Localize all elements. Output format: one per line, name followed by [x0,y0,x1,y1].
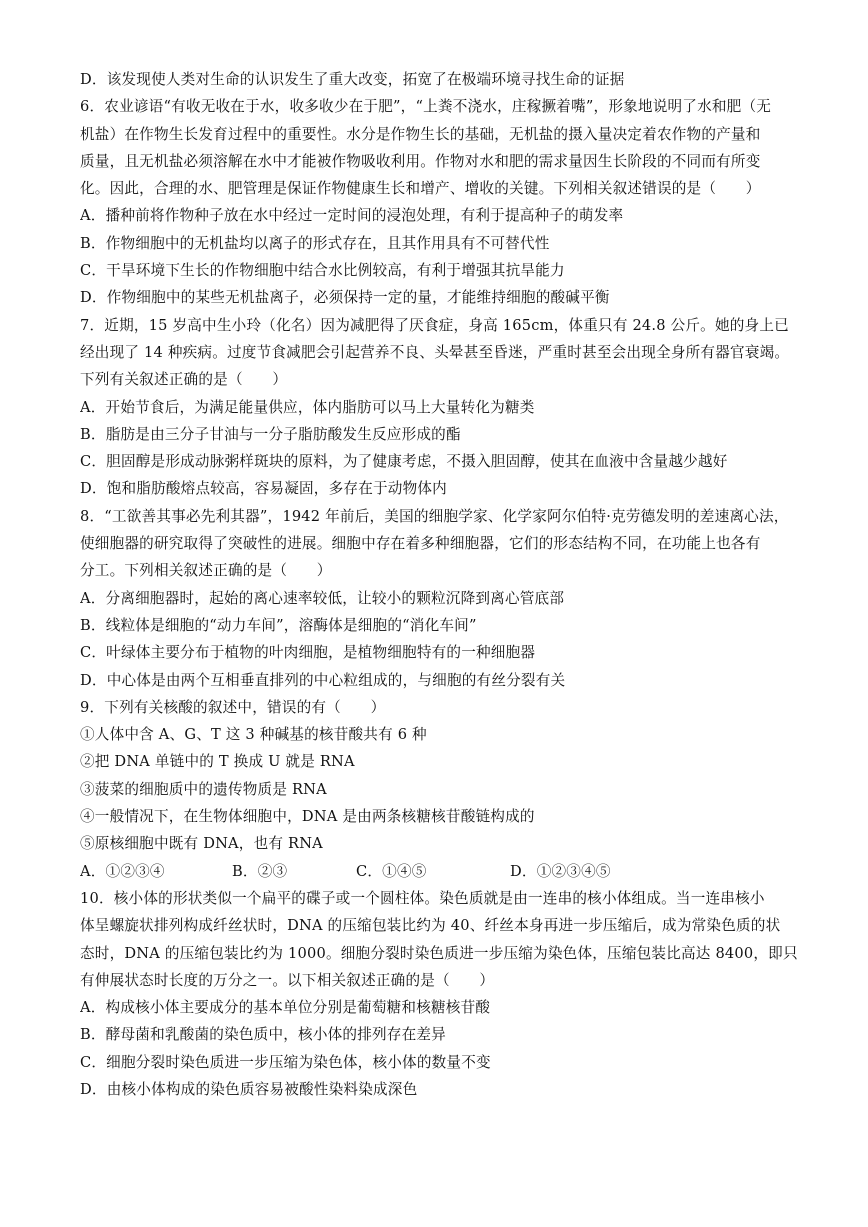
q10-stem-line-1: 10．核小体的形状类似一个扁平的碟子或一个圆柱体。染色质就是由一连串的核小体组成。当一连串核小 [80,889,765,907]
q7-stem-line-2: 经出现了 14 种疾病。过度节食减肥会引起营养不良、头晕甚至昏迷，严重时甚至会出现全身所有器官衰竭。 [80,343,790,361]
q6-option-a: A．播种前将作物种子放在水中经过一定时间的浸泡处理，有利于提高种子的萌发率 [80,207,624,225]
q8-stem-line-1: 8．“工欲善其事必先利其器”，1942 年前后，美国的细胞学家、化学家阿尔伯特·克劳德发明的差速离心法， [80,507,789,525]
q9-statement-2: ②把 DNA 单链中的 T 换成 U 就是 RNA [80,753,355,771]
q10-stem-line-3: 态时，DNA 的压缩包装比约为 1000。细胞分裂时染色质进一步压缩为染色体，压缩包装比高达 8400，即只 [80,944,798,962]
q7-option-a: A．开始节食后，为满足能量供应，体内脂肪可以马上大量转化为糖类 [80,398,535,416]
q9-option-a: A．①②③④ [80,862,165,880]
q8-stem-line-2: 使细胞器的研究取得了突破性的进展。细胞中存在着多种细胞器，它们的形态结构不同，在功能上也各有 [80,535,761,553]
q10-option-c: C．细胞分裂时染色质进一步压缩为染色体，核小体的数量不变 [80,1053,491,1071]
q8-stem-line-3: 分工。下列相关叙述正确的是（ ） [80,562,332,580]
q6-stem-line-1: 6．农业谚语“有收无收在于水，收多收少在于肥”，“上粪不浇水，庄稼撅着嘴”，形象地说明了水和肥（无 [80,98,772,116]
q9-option-c: C．①④⑤ [356,862,427,880]
q7-stem-line-1: 7．近期，15 岁高中生小玲（化名）因为减肥得了厌食症，身高 165cm，体重只有 24.8 公斤。她的身上已 [80,316,789,334]
q9-option-d: D．①②③④⑤ [510,862,611,880]
q7-stem-line-3: 下列有关叙述正确的是（ ） [80,371,288,389]
q6-option-d: D．作物细胞中的某些无机盐离子，必须保持一定的量，才能维持细胞的酸碱平衡 [80,289,610,307]
q8-option-d: D．中心体是由两个互相垂直排列的中心粒组成的，与细胞的有丝分裂有关 [80,671,566,689]
q10-option-a: A．构成核小体主要成分的基本单位分别是葡萄糖和核糖核苷酸 [80,999,491,1017]
q9-stem: 9．下列有关核酸的叙述中，错误的有（ ） [80,698,386,716]
q9-option-b: B．②③ [232,862,288,880]
q6-stem-line-3: 质量，且无机盐必须溶解在水中才能被作物吸收利用。作物对水和肥的需求量因生长阶段的不同而有所变 [80,152,761,170]
q6-stem-line-2: 机盐）在作物生长发育过程中的重要性。水分是作物生长的基础，无机盐的摄入量决定着农作物的产量和 [80,125,761,143]
q9-statement-5: ⑤原核细胞中既有 DNA，也有 RNA [80,835,323,853]
q10-option-d: D．由核小体构成的染色质容易被酸性染料染成深色 [80,1080,418,1098]
q9-statement-4: ④一般情况下，在生物体细胞中，DNA 是由两条核糖核苷酸链构成的 [80,808,535,826]
q8-option-a: A．分离细胞器时，起始的离心速率较低，让较小的颗粒沉降到离心管底部 [80,589,565,607]
q6-option-b: B．作物细胞中的无机盐均以离子的形式存在，且其作用具有不可替代性 [80,234,550,252]
q9-statement-3: ③菠菜的细胞质中的遗传物质是 RNA [80,780,327,798]
q9-statement-1: ①人体中含 A、G、T 这 3 种碱基的核苷酸共有 6 种 [80,726,427,744]
q8-option-c: C．叶绿体主要分布于植物的叶肉细胞，是植物细胞特有的一种细胞器 [80,644,536,662]
q6-stem-line-4: 化。因此，合理的水、肥管理是保证作物健康生长和增产、增收的关键。下列相关叙述错误的是（ ） [80,180,761,198]
q10-stem-line-4: 有伸展状态时长度的万分之一。以下相关叙述正确的是（ ） [80,971,495,989]
q10-stem-line-2: 体呈螺旋状排列构成纤丝状时，DNA 的压缩包装比约为 40、纤丝本身再进一步压缩后，成为常染色质的状 [80,917,781,935]
q6-option-c: C．干旱环境下生长的作物细胞中结合水比例较高，有利于增强其抗旱能力 [80,262,565,280]
q7-option-c: C．胆固醇是形成动脉粥样斑块的原料，为了健康考虑，不摄入胆固醇，使其在血液中含量越少越好 [80,453,728,471]
q7-option-d: D．饱和脂肪酸熔点较高，容易凝固，多存在于动物体内 [80,480,447,498]
q7-option-b: B．脂肪是由三分子甘油与一分子脂肪酸发生反应形成的酯 [80,425,461,443]
q9-options [80,858,812,885]
q10-option-b: B．酵母菌和乳酸菌的染色质中，核小体的排列存在差异 [80,1026,446,1044]
q5-option-d: D．该发现使人类对生命的认识发生了重大改变，拓宽了在极端环境寻找生命的证据 [80,71,625,88]
q8-option-b: B．线粒体是细胞的“动力车间”，溶酶体是细胞的“消化车间” [80,616,477,634]
